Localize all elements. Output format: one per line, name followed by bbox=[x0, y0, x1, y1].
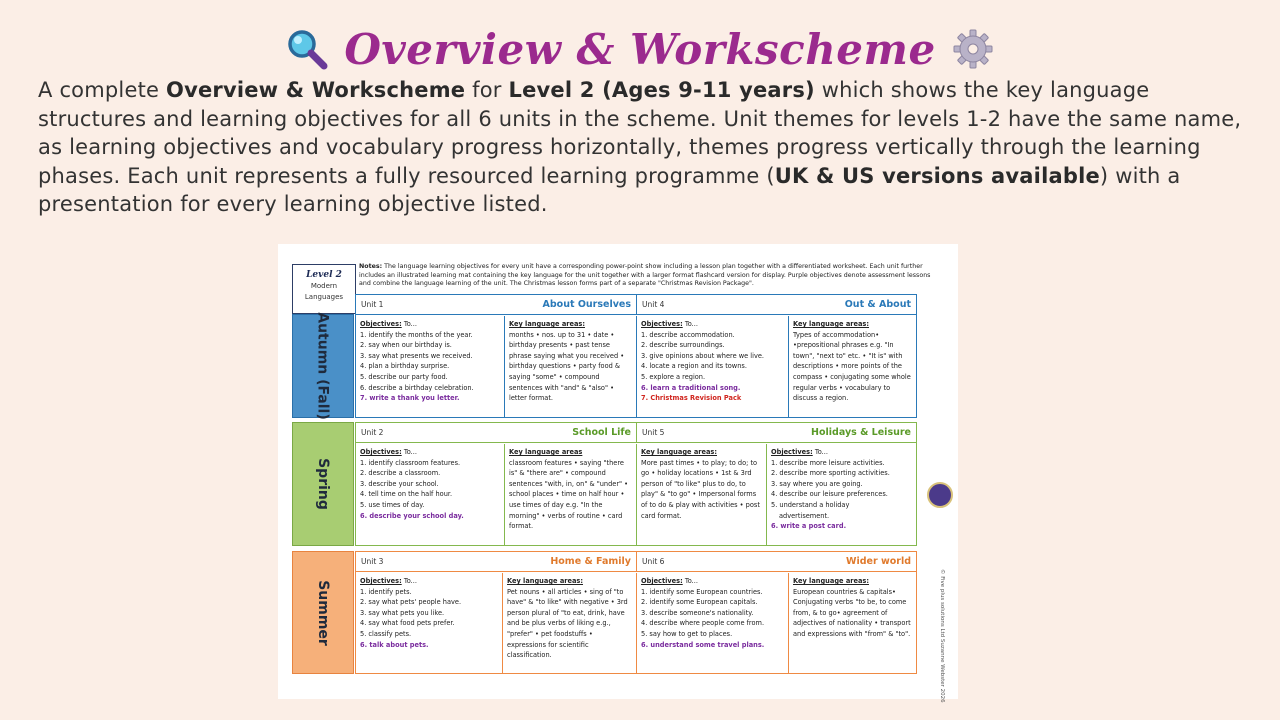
objectives-heading: Objectives: bbox=[641, 577, 683, 585]
season-label: Spring bbox=[314, 458, 331, 510]
objective: 1. identify some European countries. bbox=[641, 587, 763, 596]
intro-text-3: which shows the key language structures and learning objectives for all 6 units in the scheme. Unit themes for levels 1-2 have the same name, as learning objectives and vocabulary progress horizontally, themes progress vertically through the learning phases. Each unit represents a fully resourced learning programme ( bbox=[38, 78, 1242, 188]
objective-assessment: 6. talk about pets. bbox=[360, 640, 429, 649]
objective: 2. identify some European capitals. bbox=[641, 598, 758, 607]
copyright-text: © Five plus solutions Ltd Suzanne Webster 2026 bbox=[939, 569, 945, 703]
objective-assessment: 6. learn a traditional song. bbox=[641, 383, 741, 392]
unit-number: Unit 4 bbox=[642, 300, 665, 309]
unit-number: Unit 3 bbox=[361, 557, 384, 566]
unit-number: Unit 5 bbox=[642, 428, 665, 437]
key-language-text: More past times • to play; to do; to go • holiday locations • 1st & 3rd person of "to like" plus to do, to play" & "to go" • Impersonal forms of to do & play with activities • post card format. bbox=[641, 458, 760, 520]
objective: 3. say what presents we received. bbox=[360, 351, 473, 360]
objectives-cell bbox=[636, 316, 788, 417]
key-language-cell bbox=[788, 573, 916, 673]
objective: 3. describe someone's nationality. bbox=[641, 608, 754, 617]
objective: 6. describe a birthday celebration. bbox=[360, 383, 474, 392]
objectives-heading: Objectives: bbox=[360, 320, 402, 328]
unit-number: Unit 1 bbox=[361, 300, 384, 309]
unit-header bbox=[356, 552, 636, 572]
key-language-heading: Key language areas: bbox=[793, 577, 869, 585]
autumn-band bbox=[355, 294, 917, 418]
objectives-to: To... bbox=[812, 448, 828, 456]
objective: 1. describe accommodation. bbox=[641, 330, 735, 339]
objectives-to: To... bbox=[401, 577, 417, 585]
objective-christmas: 7. Christmas Revision Pack bbox=[641, 394, 742, 403]
objective: 5. understand a holiday bbox=[771, 500, 850, 509]
objectives-heading: Objectives: bbox=[360, 448, 402, 456]
key-language-heading: Key language areas: bbox=[507, 577, 583, 585]
objective: 1. identify classroom features. bbox=[360, 458, 461, 467]
key-language-cell bbox=[788, 316, 916, 417]
objective: 4. plan a birthday surprise. bbox=[360, 362, 450, 371]
gear-icon bbox=[950, 26, 996, 72]
objectives-to: To... bbox=[682, 320, 698, 328]
key-language-heading: Key language areas: bbox=[641, 448, 717, 456]
unit-number: Unit 6 bbox=[642, 557, 665, 566]
key-language-cell bbox=[504, 316, 636, 417]
objectives-cell bbox=[356, 444, 504, 545]
key-language-text: months • nos. up to 31 • date • birthday presents • past tense phrase saying what you received • birthday questions • party food & saying "some" • compound sentences with "and" & "also" • letter format. bbox=[509, 330, 625, 403]
season-label: Autumn (Fall) bbox=[315, 312, 332, 420]
intro-text-2: for bbox=[465, 78, 509, 102]
objective: 3. say where you are going. bbox=[771, 479, 863, 488]
page-title: Overview & Workscheme bbox=[344, 24, 936, 74]
key-language-cell bbox=[504, 444, 636, 545]
season-summer bbox=[292, 551, 354, 674]
objectives-cell bbox=[766, 444, 916, 545]
unit-name: Holidays & Leisure bbox=[811, 427, 911, 438]
objective: 1. describe more leisure activities. bbox=[771, 458, 885, 467]
objective: 4. say what food pets prefer. bbox=[360, 619, 455, 628]
unit-name: Out & About bbox=[844, 299, 911, 310]
notes bbox=[359, 263, 944, 289]
unit-header bbox=[356, 423, 636, 443]
objective: 5. explore a region. bbox=[641, 372, 706, 381]
key-language-text: Types of accommodation• •prepositional phrases e.g. "In town", "next to" etc. • "It is" with descriptions • more points of the compass • conjugating some whole regular verbs • vocabulary to discuss a region. bbox=[793, 330, 911, 403]
level-sub-1: Modern bbox=[310, 282, 338, 290]
magnifying-glass-icon bbox=[284, 26, 330, 72]
objective: 4. locate a region and its towns. bbox=[641, 362, 747, 371]
objective: 5. say how to get to places. bbox=[641, 629, 733, 638]
objective: 4. describe where people come from. bbox=[641, 619, 765, 628]
unit-header bbox=[356, 295, 636, 315]
objective: 5. classify pets. bbox=[360, 629, 412, 638]
unit-name: Wider world bbox=[845, 556, 911, 567]
objective: 2. describe a classroom. bbox=[360, 469, 441, 478]
unit-name: Home & Family bbox=[550, 556, 631, 567]
intro-paragraph bbox=[38, 76, 1248, 219]
intro-bold-2: Level 2 (Ages 9-11 years) bbox=[508, 78, 815, 102]
summer-band bbox=[355, 551, 917, 674]
objective: 2. describe more sporting activities. bbox=[771, 469, 890, 478]
notes-text: The language learning objectives for every unit have a corresponding power-point show including a lesson plan together with a differentiated worksheet. Each unit further includes an illustrated learning mat containing the key language for the unit together with a larger format flashcard version for display. Purple objectives denote assessment lessons and combine the language learning of the unit. The Christmas lesson forms part of a separate "Christmas Revision Package". bbox=[359, 263, 931, 288]
season-label: Summer bbox=[315, 579, 331, 646]
key-language-text: classroom features • saying "there is" & "there are" • compound sentences "with, in, on" & "under" • school places • time on half hour • use times of day e.g. "In the morning" • verbs of routine • card format. bbox=[509, 458, 629, 531]
intro-bold-3: UK & US versions available bbox=[774, 163, 1100, 188]
objectives-heading: Objectives: bbox=[360, 577, 402, 585]
intro-text-1: A complete bbox=[38, 78, 167, 102]
publisher-logo bbox=[927, 482, 953, 508]
intro-bold-1: Overview & Workscheme bbox=[166, 78, 466, 102]
title-row bbox=[0, 22, 1280, 76]
objective-assessment: 6. describe your school day. bbox=[360, 511, 464, 520]
objective: 5. use times of day. bbox=[360, 500, 425, 509]
objective-assessment: 7. write a thank you letter. bbox=[360, 394, 460, 403]
objective: 2. describe surroundings. bbox=[641, 341, 725, 350]
objectives-cell bbox=[356, 573, 502, 673]
objectives-heading: Objectives: bbox=[641, 320, 683, 328]
objective: 2. say when our birthday is. bbox=[360, 341, 452, 350]
key-language-cell bbox=[636, 444, 766, 545]
objectives-to: To... bbox=[682, 577, 698, 585]
objective: 3. give opinions about where we live. bbox=[641, 351, 764, 360]
objective: 1. identify pets. bbox=[360, 587, 412, 596]
objectives-cell bbox=[636, 573, 788, 673]
intro-text-4: ) with a presentation for every learning objective listed. bbox=[38, 163, 1181, 216]
spring-band bbox=[355, 422, 917, 546]
unit-header bbox=[636, 423, 916, 443]
objective: 2. say what pets' people have. bbox=[360, 598, 462, 607]
season-spring bbox=[292, 422, 354, 546]
level-box bbox=[292, 264, 356, 314]
objectives-cell bbox=[356, 316, 504, 417]
objective: 4. describe our leisure preferences. bbox=[771, 490, 888, 499]
key-language-text: European countries & capitals• Conjugating verbs "to be, to come from, & to go• agreement of adjectives of nationality • transport and expressions with "from" & "to". bbox=[793, 587, 911, 638]
objective: 5. describe our party food. bbox=[360, 372, 448, 381]
unit-header bbox=[636, 552, 916, 572]
objective-assessment: 6. write a post card. bbox=[771, 522, 847, 531]
objective: advertisement. bbox=[779, 511, 830, 520]
unit-name: School Life bbox=[572, 427, 631, 438]
key-language-text: Pet nouns • all articles • sing of "to have" & "to like" with negative • 3rd person plural of "to eat, drink, have and be plus verbs of liking e.g., "prefer" • pet foodstuffs • expressions for scientific classification. bbox=[507, 587, 628, 660]
key-language-heading: Key language areas bbox=[509, 448, 583, 456]
workscheme-document-preview bbox=[278, 244, 958, 703]
level-title: Level 2 bbox=[306, 270, 342, 280]
objective: 3. describe your school. bbox=[360, 479, 439, 488]
objective: 1. identify the months of the year. bbox=[360, 330, 473, 339]
objective-assessment: 6. understand some travel plans. bbox=[641, 640, 765, 649]
level-sub-2: Languages bbox=[304, 293, 344, 301]
objectives-to: To... bbox=[401, 448, 417, 456]
key-language-cell bbox=[502, 573, 636, 673]
unit-header bbox=[636, 295, 916, 315]
objectives-to: To... bbox=[401, 320, 417, 328]
objective: 3. say what pets you like. bbox=[360, 608, 445, 617]
unit-number: Unit 2 bbox=[361, 428, 384, 437]
key-language-heading: Key language areas: bbox=[793, 320, 869, 328]
unit-name: About Ourselves bbox=[542, 299, 631, 310]
objectives-heading: Objectives: bbox=[771, 448, 813, 456]
season-autumn bbox=[292, 314, 354, 418]
objective: 4. tell time on the half hour. bbox=[360, 490, 453, 499]
key-language-heading: Key language areas: bbox=[509, 320, 585, 328]
notes-label: Notes: bbox=[359, 263, 383, 270]
